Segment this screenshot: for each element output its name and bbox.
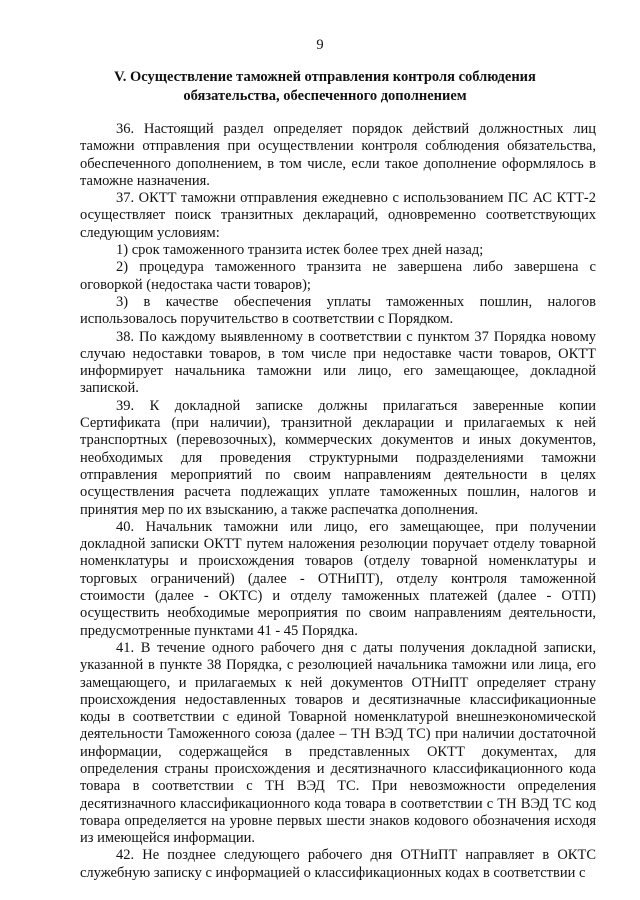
paragraph-38: 38. По каждому выявленному в соответствии с пунктом 37 Порядка новому случаю недоставки товаров, в том числе при недоставке части товаров, ОКТТ информирует начальника таможни или лицо, его замещающее, докладной запиской. [80, 328, 596, 397]
paragraph-41: 41. В течение одного рабочего дня с даты получения докладной записки, указанной в пункте 38 Порядка, с резолюцией начальника таможни или лица, его замещающего, и прилагаемых к ней документов ОТНиПТ определяет страну происхождения недоставленных товаров и десятизначные классификационные коды в соответствии с единой Товарной номенклатурой внешнеэкономической деятельности Таможенного союза (далее – ТН ВЭД ТС) при наличии достаточной информации, содержащейся в представленных ОКТТ документах, для определения страны происхождения и десятизначного классификационного кода товара в соответствии с ТН ВЭД ТС. При невозможности определения десятизначного классификационного кода товара в соответствии с ТН ВЭД ТС код товара определяется на уровне первых шести знаков кодового обозначения исходя из имеющейся информации. [80, 639, 596, 847]
condition-item-2: 2) процедура таможенного транзита не завершена либо завершена с оговоркой (недостака части товаров); [80, 259, 596, 293]
section-title: V. Осуществление таможней отправления контроля соблюдения обязательства, обеспеченного дополнением [114, 69, 536, 104]
document-body [80, 121, 596, 882]
paragraph-36: 36. Настоящий раздел определяет порядок действий должностных лиц таможни отправления при осуществлении контроля соблюдения обязательства, обеспеченного дополнением, в том числе, если такое дополнение оформлялось в таможне назначения. [80, 121, 596, 189]
paragraph-42: 42. Не позднее следующего рабочего дня ОТНиПТ направляет в ОКТС служебную записку с информацией о классификационных кодах в соответствии с [80, 847, 596, 881]
condition-item-1: 1) срок таможенного транзита истек более трех дней назад; [116, 242, 484, 259]
condition-item-3: 3) в качестве обеспечения уплаты таможенных пошлин, налогов использовалось поручительство в соответствии с Порядком. [80, 293, 596, 328]
page-number: 9 [316, 37, 324, 53]
paragraph-39: 39. К докладной записке должны прилагаться заверенные копии Сертификата (при наличии), транзитной декларации и прилагаемых к ней транспортных (перевозочных), коммерческих документов и иных документов, необходимых для проведения структурными подразделениями таможни отправления мероприятий по своим направлениям деятельности в целях осуществления расчета подлежащих уплате таможенных пошлин, налогов и принятия мер по их взысканию, а также распечатка дополнения. [80, 397, 596, 518]
paragraph-40: 40. Начальник таможни или лицо, его замещающее, при получении докладной записки ОКТТ путем наложения резолюции поручает отделу товарной номенклатуры и происхождения товаров (отделу товарной номенклатуры и торговых ограничений) (далее - ОТНиПТ), отделу контроля таможенной стоимости (далее - ОКТС) и отделу таможенных платежей (далее - ОТП) осуществить необходимые мероприятия по своим направлениям деятельности, предусмотренные пунктами 41 - 45 Порядка. [80, 518, 596, 639]
paragraph-37: 37. ОКТТ таможни отправления ежедневно с использованием ПС АС КТТ-2 осуществляет поиск транзитных деклараций, одновременно соответствующих следующим условиям: [80, 190, 596, 241]
